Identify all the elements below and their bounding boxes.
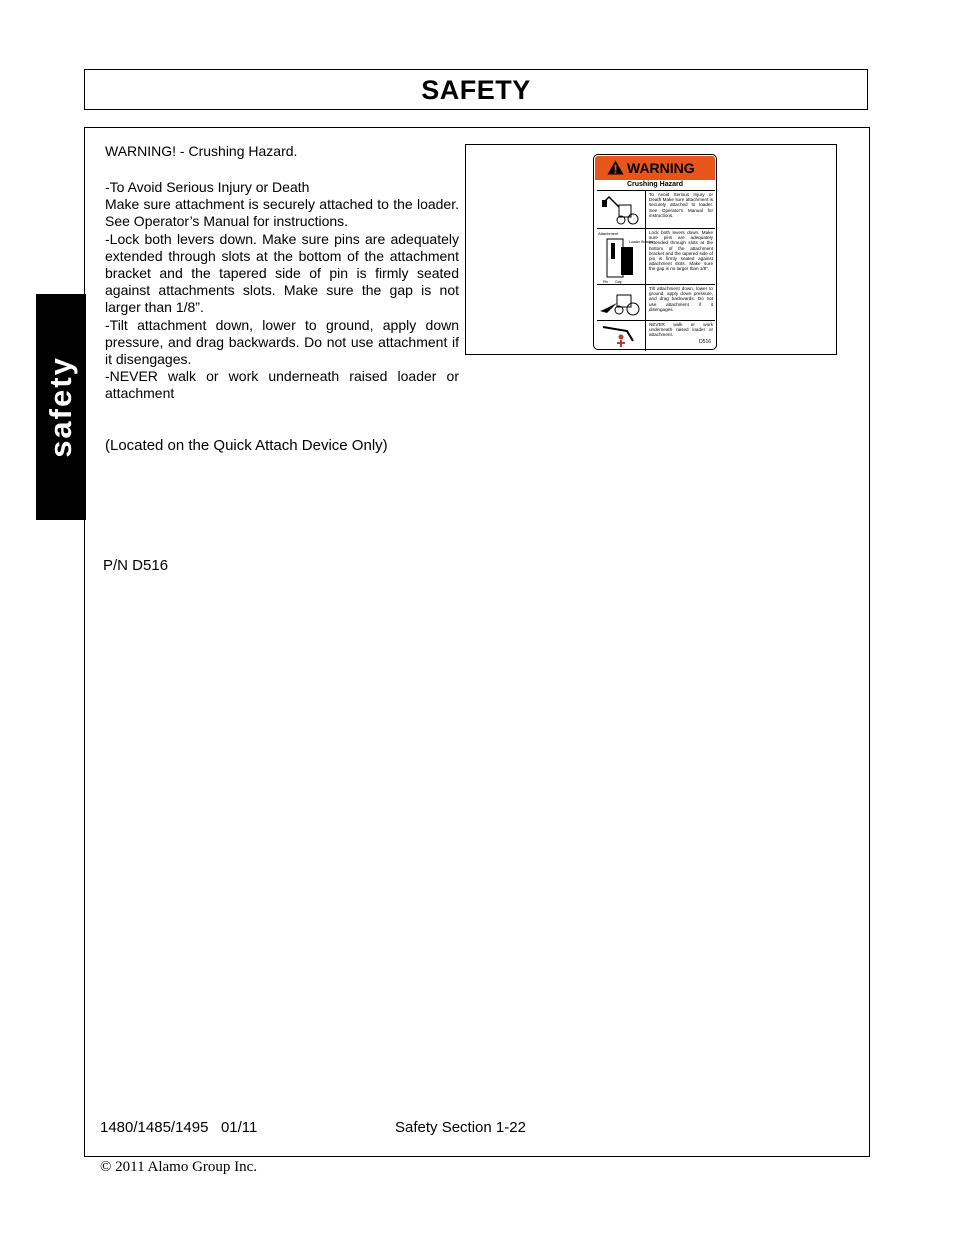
footer-section: Safety Section 1-22 xyxy=(395,1119,526,1136)
warning-body xyxy=(105,179,459,403)
decal-image-frame xyxy=(465,144,837,355)
bracket-illustration-icon xyxy=(597,229,654,285)
side-tab-label: safety xyxy=(43,356,78,458)
person-crushed-icon xyxy=(597,321,646,351)
decal-row-text: NEVER walk or work underneath raised loader or attachment. xyxy=(649,322,713,338)
warning-paragraph: -Lock both levers down. Make sure pins are adequately extended through slots at the bottom of the attachment bracket and the tapered side of pin is firmly seated against attachments slots. Make sure the gap is not larger than 1/8”. xyxy=(105,230,459,316)
warning-paragraph: -To Avoid Serious Injury or Death xyxy=(105,179,310,195)
warning-decal xyxy=(593,154,717,350)
decal-row xyxy=(597,228,715,285)
decal-row xyxy=(597,320,715,351)
warning-title: WARNING! - Crushing Hazard. xyxy=(105,143,298,159)
decal-row-text: Tilt attachment down, lower to ground, apply down pressure, and drag backwards. Do not use attachment if it disengages. xyxy=(649,286,713,312)
decal-row-text: Lock both levers down. Make sure pins are adequately extended through slots at the bottom of the attachment bracket and the tapered side of pin is firmly seated against attachment slots. Make sure the gap is no larger than 1/8". xyxy=(649,230,713,272)
copyright: © 2011 Alamo Group Inc. xyxy=(100,1159,258,1175)
pic-label-pin: Pin xyxy=(603,280,609,284)
pic-label-gap: Gap xyxy=(615,280,622,284)
decal-code: D516 xyxy=(699,339,711,345)
loader-illustration-icon xyxy=(597,191,646,229)
decal-row-text: To Avoid Serious Injury or Death Make sure attachment is securely attached to loader. See Operator's Manual for instructions. xyxy=(649,192,713,218)
warning-paragraph: Make sure attachment is securely attached to the loader. See Operator’s Manual for instructions. xyxy=(105,196,459,230)
decal-row xyxy=(597,284,715,321)
warning-paragraph: -NEVER walk or work underneath raised loader or attachment xyxy=(105,368,459,402)
page-title: SAFETY xyxy=(421,75,531,105)
location-note: (Located on the Quick Attach Device Only) xyxy=(105,437,388,454)
warning-triangle-icon xyxy=(607,160,624,175)
page-header xyxy=(84,69,868,110)
decal-subtitle: Crushing Hazard xyxy=(626,181,683,188)
pic-label-loader-bracket: Loader Bracket xyxy=(629,240,654,244)
pic-label-attachment: Attachment xyxy=(598,231,619,236)
side-tab xyxy=(36,294,86,520)
decal-header xyxy=(595,156,715,180)
decal-row xyxy=(597,190,715,229)
warning-paragraph: -Tilt attachment down, lower to ground, apply down pressure, and drag backwards. Do not use attachment if it disengages. xyxy=(105,316,459,368)
footer-model: 1480/1485/1495 01/11 xyxy=(100,1119,258,1136)
tractor-illustration-icon xyxy=(597,285,646,321)
part-number: P/N D516 xyxy=(103,557,169,574)
decal-header-label: WARNING xyxy=(627,160,695,176)
